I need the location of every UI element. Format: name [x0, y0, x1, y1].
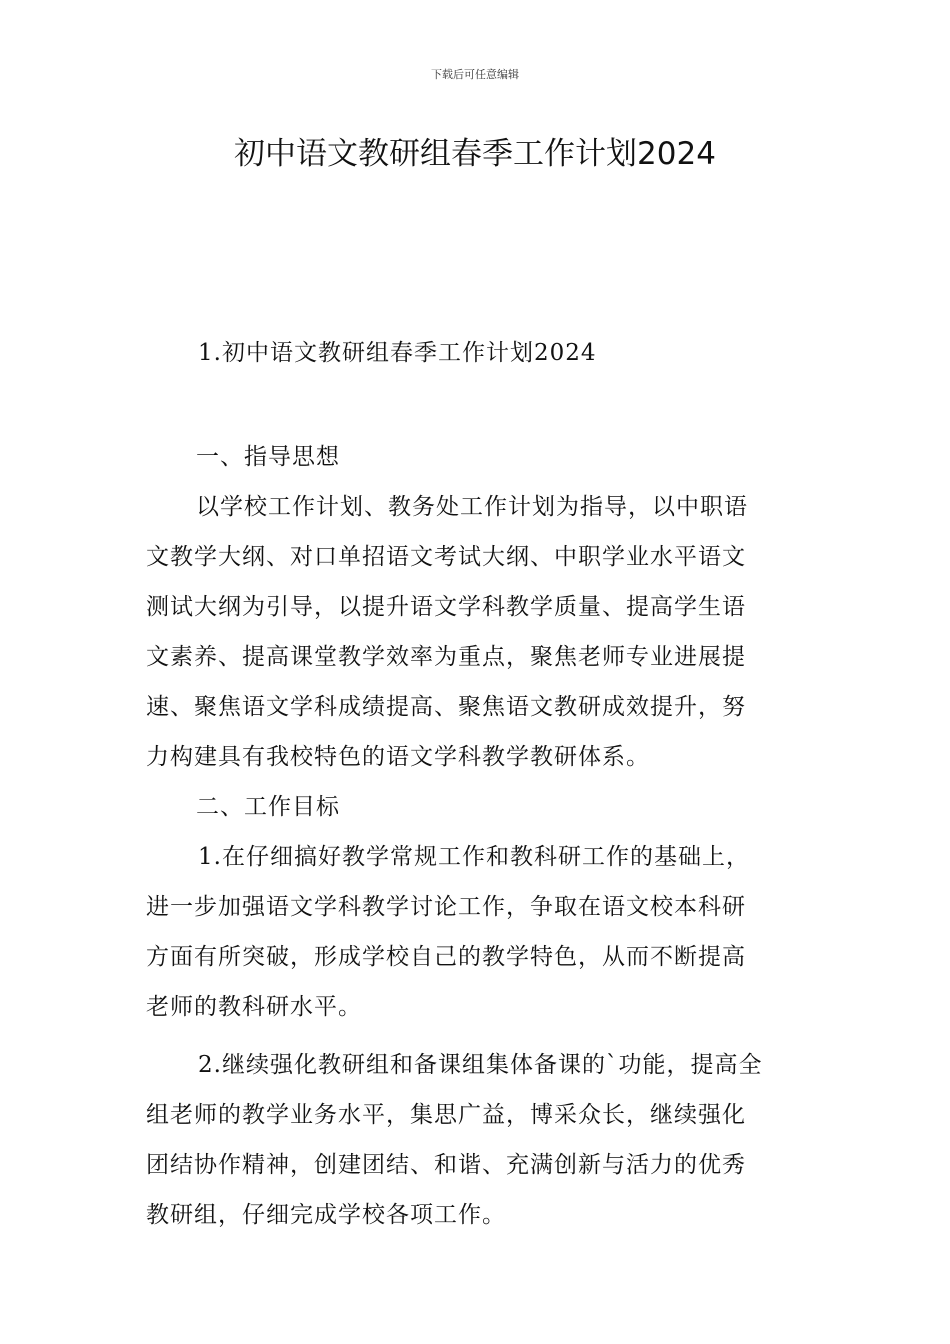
paragraph-line: 文素养、提高课堂教学效率为重点，聚焦老师专业进展提 — [146, 644, 746, 670]
paragraph-line: 速、聚焦语文学科成绩提高、聚焦语文教研成效提升，努 — [146, 694, 746, 720]
section-title: 1.初中语文教研组春季工作计划2024 — [198, 340, 597, 366]
paragraph-line: 进一步加强语文学科教学讨论工作，争取在语文校本科研 — [146, 894, 746, 920]
paragraph-line: 文教学大纲、对口单招语文考试大纲、中职学业水平语文 — [146, 544, 746, 570]
paragraph-line: 团结协作精神，创建团结、和谐、充满创新与活力的优秀 — [146, 1152, 746, 1178]
paragraph-line: 教研组，仔细完成学校各项工作。 — [146, 1202, 506, 1228]
header-note: 下载后可任意编辑 — [431, 68, 519, 81]
paragraph-line: 老师的教科研水平。 — [146, 994, 362, 1020]
paragraph-line: 以学校工作计划、教务处工作计划为指导，以中职语 — [196, 494, 748, 520]
paragraph-line: 2.继续强化教研组和备课组集体备课的`功能，提高全 — [198, 1052, 763, 1078]
paragraph-line: 力构建具有我校特色的语文学科教学教研体系。 — [146, 744, 650, 770]
paragraph-line: 测试大纲为引导，以提升语文学科教学质量、提高学生语 — [146, 594, 746, 620]
paragraph-line: 1.在仔细搞好教学常规工作和教科研工作的基础上， — [198, 844, 750, 870]
heading-work-goals: 二、工作目标 — [196, 794, 340, 820]
document-body — [146, 328, 806, 1240]
paragraph-line: 方面有所突破，形成学校自己的教学特色，从而不断提高 — [146, 944, 746, 970]
document-title: 初中语文教研组春季工作计划2024 — [234, 136, 716, 172]
paragraph-line: 组老师的教学业务水平，集思广益，博采众长，继续强化 — [146, 1102, 746, 1128]
heading-guiding-ideology: 一、指导思想 — [196, 444, 340, 470]
